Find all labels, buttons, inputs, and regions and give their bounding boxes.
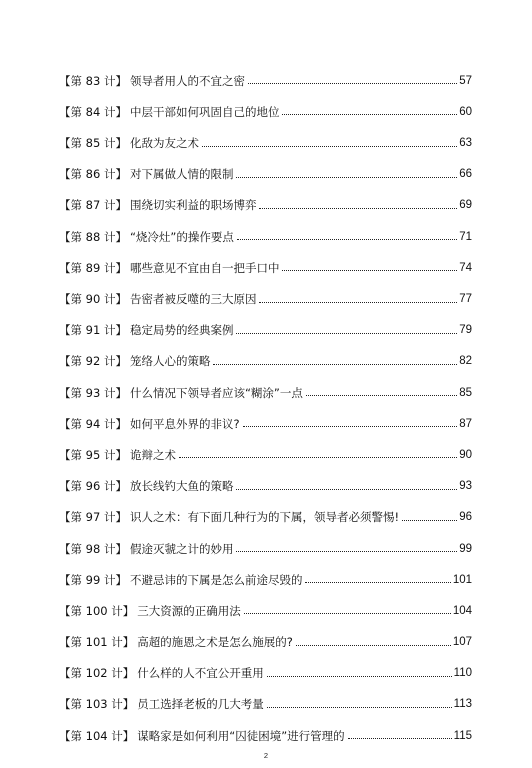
toc-entry-number: 【第 99 计】 <box>59 572 127 587</box>
toc-entry-title: 假途灭虢之计的妙用 <box>129 541 234 556</box>
toc-entry[interactable] <box>59 649 472 680</box>
toc-entry-title: 如何平息外界的非议? <box>129 416 240 431</box>
toc-entry-page: 74 <box>459 261 472 274</box>
toc-entry-number: 【第 88 计】 <box>59 229 127 244</box>
toc-entry-number: 【第 87 计】 <box>59 198 127 213</box>
toc-entry-number: 【第 93 计】 <box>59 385 127 400</box>
toc-entry-title: 告密者被反噬的三大原因 <box>129 292 257 306</box>
toc-entry-page: 77 <box>459 293 472 305</box>
toc-entry[interactable] <box>59 711 472 742</box>
toc-entry[interactable] <box>59 243 472 274</box>
toc-leader-dots <box>267 707 452 708</box>
toc-entry-number: 【第 86 计】 <box>59 167 127 182</box>
toc-leader-dots <box>259 302 457 303</box>
toc-leader-dots <box>236 551 457 552</box>
toc-leader-dots <box>306 395 457 396</box>
toc-entry-page: 57 <box>459 74 472 87</box>
toc-entry-number: 【第 92 计】 <box>59 354 127 369</box>
toc-leader-dots <box>244 613 451 614</box>
toc-entry-page: 104 <box>452 604 472 617</box>
toc-leader-dots <box>267 676 452 677</box>
toc-entry[interactable] <box>59 306 472 337</box>
toc-entry[interactable] <box>59 368 472 399</box>
toc-entry[interactable] <box>59 56 472 87</box>
toc-leader-dots <box>296 645 451 646</box>
toc-entry[interactable] <box>59 493 472 524</box>
toc-entry-number: 【第 85 计】 <box>59 136 127 151</box>
toc-entry-page: 107 <box>452 636 472 649</box>
toc-entry-title: 围绕切实利益的职场博弈 <box>129 198 257 213</box>
toc-entry[interactable] <box>59 617 472 648</box>
toc-entry-page: 101 <box>452 573 472 586</box>
toc-entry-title: 领导者用人的不宜之密 <box>129 73 245 88</box>
toc-leader-dots <box>179 457 457 458</box>
toc-entry-number: 【第 94 计】 <box>59 416 127 431</box>
toc-entry-page: 60 <box>459 105 472 118</box>
toc-entry-number: 【第 96 计】 <box>59 479 127 494</box>
toc-entry-page: 110 <box>453 667 472 680</box>
toc-entry-page: 63 <box>459 137 472 150</box>
toc-entry-title: 诡辩之术 <box>129 447 176 462</box>
toc-entry-title: 稳定局势的经典案例 <box>129 323 234 338</box>
toc-leader-dots <box>402 520 457 521</box>
toc-entry-page: 90 <box>459 448 472 461</box>
toc-entry-page: 113 <box>453 698 472 711</box>
toc-entry[interactable] <box>59 274 472 305</box>
toc-entry[interactable] <box>59 680 472 711</box>
table-of-contents <box>59 56 472 742</box>
toc-entry-page: 87 <box>459 417 472 430</box>
toc-entry-number: 【第 102 计】 <box>59 666 135 681</box>
toc-entry[interactable] <box>59 524 472 555</box>
toc-entry-title: 笼络人心的策略 <box>129 354 211 369</box>
toc-entry[interactable] <box>59 337 472 368</box>
toc-entry[interactable] <box>59 212 472 243</box>
toc-entry-page: 66 <box>459 168 472 181</box>
toc-leader-dots <box>282 270 457 271</box>
toc-entry[interactable] <box>59 181 472 212</box>
toc-entry-title: 化敌为友之术 <box>129 136 199 151</box>
toc-entry-title: 识人之术：有下面几种行为的下属，领导者必须警惕! <box>129 510 400 525</box>
toc-entry-number: 【第 103 计】 <box>59 697 135 712</box>
toc-entry[interactable] <box>59 150 472 181</box>
toc-entry-number: 【第 98 计】 <box>59 541 127 556</box>
toc-entry[interactable] <box>59 461 472 492</box>
toc-entry-title: 对下属做人情的限制 <box>129 167 234 182</box>
toc-entry-title: 什么情况下领导者应该“糊涂”一点 <box>129 385 303 400</box>
toc-entry[interactable] <box>59 399 472 430</box>
toc-entry-number: 【第 95 计】 <box>59 447 127 462</box>
toc-leader-dots <box>202 146 457 147</box>
toc-entry[interactable] <box>59 430 472 461</box>
toc-leader-dots <box>259 208 457 209</box>
toc-entry-number: 【第 91 计】 <box>59 323 127 338</box>
toc-entry-number: 【第 83 计】 <box>59 73 127 88</box>
toc-leader-dots <box>236 489 457 490</box>
toc-entry-title: “烧冷灶”的操作要点 <box>129 229 234 244</box>
toc-entry-page: 85 <box>459 386 472 399</box>
toc-entry-page: 96 <box>459 511 472 524</box>
toc-leader-dots <box>243 426 458 427</box>
toc-entry-page: 115 <box>453 729 472 742</box>
toc-leader-dots <box>348 738 452 739</box>
toc-entry-page: 69 <box>459 199 472 212</box>
toc-entry-page: 71 <box>459 230 472 243</box>
toc-entry-title: 哪些意见不宜由自一把手口中 <box>129 260 280 275</box>
toc-leader-dots <box>213 364 457 365</box>
toc-entry-page: 99 <box>459 542 472 555</box>
toc-entry[interactable] <box>59 586 472 617</box>
toc-entry-title: 不避忌讳的下属是怎么前途尽毁的 <box>129 572 303 587</box>
toc-entry-number: 【第 84 计】 <box>59 104 127 119</box>
toc-leader-dots <box>237 239 457 240</box>
toc-entry-page: 79 <box>459 324 472 337</box>
toc-leader-dots <box>236 177 457 178</box>
toc-entry-number: 【第 89 计】 <box>59 260 127 275</box>
toc-entry-number: 【第 97 计】 <box>59 510 127 525</box>
toc-entry-title: 三大资源的正确用法 <box>137 603 241 618</box>
toc-entry-title: 什么样的人不宜公开重用 <box>137 666 264 681</box>
toc-entry-title: 员工选择老板的几大考量 <box>137 697 264 712</box>
page-number: 2 <box>263 751 269 760</box>
toc-entry[interactable] <box>59 87 472 118</box>
toc-entry-number: 【第 101 计】 <box>59 635 135 650</box>
toc-entry-number: 【第 100 计】 <box>59 603 135 618</box>
toc-leader-dots <box>248 83 457 84</box>
toc-leader-dots <box>282 114 457 115</box>
toc-entry-number: 【第 104 计】 <box>59 728 135 743</box>
toc-entry-page: 93 <box>459 480 472 493</box>
toc-entry[interactable] <box>59 555 472 586</box>
toc-entry-number: 【第 90 计】 <box>59 292 127 306</box>
toc-entry-title: 中层干部如何巩固自己的地位 <box>129 104 280 119</box>
toc-leader-dots <box>305 582 450 583</box>
toc-leader-dots <box>236 333 457 334</box>
toc-entry-title: 放长线钓大鱼的策略 <box>129 479 234 494</box>
toc-entry-title: 高超的施恩之术是怎么施展的? <box>137 635 293 650</box>
toc-entry-title: 谋略家是如何利用“囚徒困境”进行管理的 <box>137 728 345 743</box>
toc-entry-page: 82 <box>459 355 472 368</box>
toc-entry[interactable] <box>59 118 472 149</box>
